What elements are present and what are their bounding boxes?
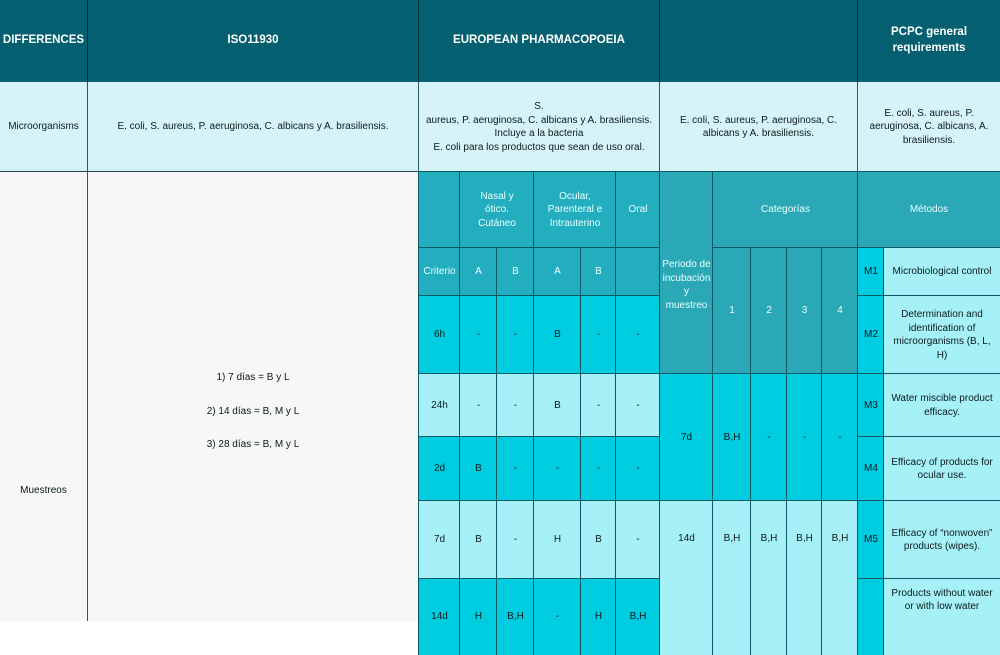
method-m6-code [858, 579, 884, 655]
ep-group-oral: Oral [616, 172, 660, 248]
ep-r2-criterio: 24h [419, 374, 460, 437]
method-m1-text: Microbiological control [884, 248, 1000, 296]
microorganisms-pcpc: E. coli, S. aureus, P. aeruginosa, C. albicans, A. brasiliensis. [858, 82, 1000, 172]
ep-sub-oral [616, 248, 660, 296]
ep-r1-b2: - [581, 296, 616, 374]
ep-line-3: Incluye a la bacteria [494, 128, 584, 139]
microorganisms-iso: E. coli, S. aureus, P. aeruginosa, C. albicans y A. brasiliensis. [88, 82, 419, 172]
ep-sub-b1: B [497, 248, 534, 296]
header-differences: DIFFERENCES [0, 0, 88, 82]
ep-line-2: aureus, P. aeruginosa, C. albicans y A. brasiliensis. [425, 114, 653, 126]
ep-r1-oral: - [616, 296, 660, 374]
cat-r2-period: 14d [660, 501, 713, 655]
method-m3-code: M3 [858, 374, 884, 437]
ep-r1-a2: B [534, 296, 581, 374]
cat-2: 2 [751, 248, 787, 374]
ep-group-nasal: Nasal y ótico. Cutáneo [460, 172, 534, 248]
header-european-pharmacopoeia: EUROPEAN PHARMACOPOEIA [419, 0, 660, 82]
method-m1-code: M1 [858, 248, 884, 296]
ep-group-ocular: Ocular, Parenteral e Intrauterino [534, 172, 616, 248]
cat-r2-c3: B,H [787, 501, 822, 655]
ep-r3-criterio: 2d [419, 437, 460, 501]
cat-r2-c1: B,H [713, 501, 751, 655]
ep-sub-b2: B [581, 248, 616, 296]
method-m4-text: Efficacy of products for ocular use. [884, 437, 1000, 501]
ep-r1-a1: - [460, 296, 497, 374]
ep-r4-b1: - [497, 501, 534, 579]
method-m5-text: Efficacy of “nonwoven” products (wipes). [884, 501, 1000, 579]
muestreos-label: Muestreos [0, 172, 88, 621]
ep-sub-a1: A [460, 248, 497, 296]
ep-r3-a1: B [460, 437, 497, 501]
method-m3-text: Water miscible product efficacy. [884, 374, 1000, 437]
cat-period-label: Periodo de incubación y muestreo [660, 172, 713, 374]
cat-1: 1 [713, 248, 751, 374]
muestreos-iso [88, 172, 419, 621]
cat-4: 4 [822, 248, 858, 374]
ep-sub-a2: A [534, 248, 581, 296]
ep-r4-b2: B [581, 501, 616, 579]
method-m5-code: M5 [858, 501, 884, 579]
cat-3: 3 [787, 248, 822, 374]
cat-r1-c3: - [787, 374, 822, 501]
cat-categories-label: Categorías [713, 172, 858, 248]
ep-r3-a2: - [534, 437, 581, 501]
method-m2-code: M2 [858, 296, 884, 374]
ep-r5-a1: H [460, 579, 497, 655]
cat-r1-period: 7d [660, 374, 713, 501]
ep-r2-a2: B [534, 374, 581, 437]
methods-title: Métodos [858, 172, 1000, 248]
ep-r2-b1: - [497, 374, 534, 437]
ep-r4-criterio: 7d [419, 501, 460, 579]
ep-r5-a2: - [534, 579, 581, 655]
ep-group-blank [419, 172, 460, 248]
ep-r1-criterio: 6h [419, 296, 460, 374]
ep-r4-oral: - [616, 501, 660, 579]
ep-r4-a1: B [460, 501, 497, 579]
ep-r5-oral: B,H [616, 579, 660, 655]
ep-line-4: E. coli para los productos que sean de uso oral. [433, 141, 645, 153]
iso-sample-1: 1) 7 días = B y L [216, 372, 290, 384]
cat-r2-c4: B,H [822, 501, 858, 655]
ep-r2-b2: - [581, 374, 616, 437]
ep-r5-criterio: 14d [419, 579, 460, 655]
ep-r3-b2: - [581, 437, 616, 501]
method-m4-code: M4 [858, 437, 884, 501]
header-iso11930: ISO11930 [88, 0, 419, 82]
iso-sample-2: 2) 14 días = B, M y L [206, 405, 300, 417]
ep-r4-a2: H [534, 501, 581, 579]
method-m2-text: Determination and identification of microorganisms (B, L, H) [884, 296, 1000, 374]
ep-r2-oral: - [616, 374, 660, 437]
ep-r5-b2: H [581, 579, 616, 655]
cat-r1-c2: - [751, 374, 787, 501]
cat-r1-c4: - [822, 374, 858, 501]
ep-r3-b1: - [497, 437, 534, 501]
microorganisms-label: Microorganisms [0, 82, 88, 172]
iso-sample-3: 3) 28 días = B, M y L [206, 439, 300, 451]
ep-line-1: S. [534, 101, 544, 112]
microorganisms-ep [419, 82, 660, 172]
ep-r5-b1: B,H [497, 579, 534, 655]
cat-r2-c2: B,H [751, 501, 787, 655]
header-pcpc: PCPC general requirements [858, 0, 1000, 82]
method-m6-text: Products without water or with low water [884, 579, 1000, 655]
cat-r1-c1: B,H [713, 374, 751, 501]
ep-r2-a1: - [460, 374, 497, 437]
ep-r3-oral: - [616, 437, 660, 501]
ep-r1-b1: - [497, 296, 534, 374]
microorganisms-col4: E. coli, S. aureus, P. aeruginosa, C. albicans y A. brasiliensis. [660, 82, 858, 172]
ep-sub-criterio: Criterio [419, 248, 460, 296]
header-col4 [660, 0, 858, 82]
